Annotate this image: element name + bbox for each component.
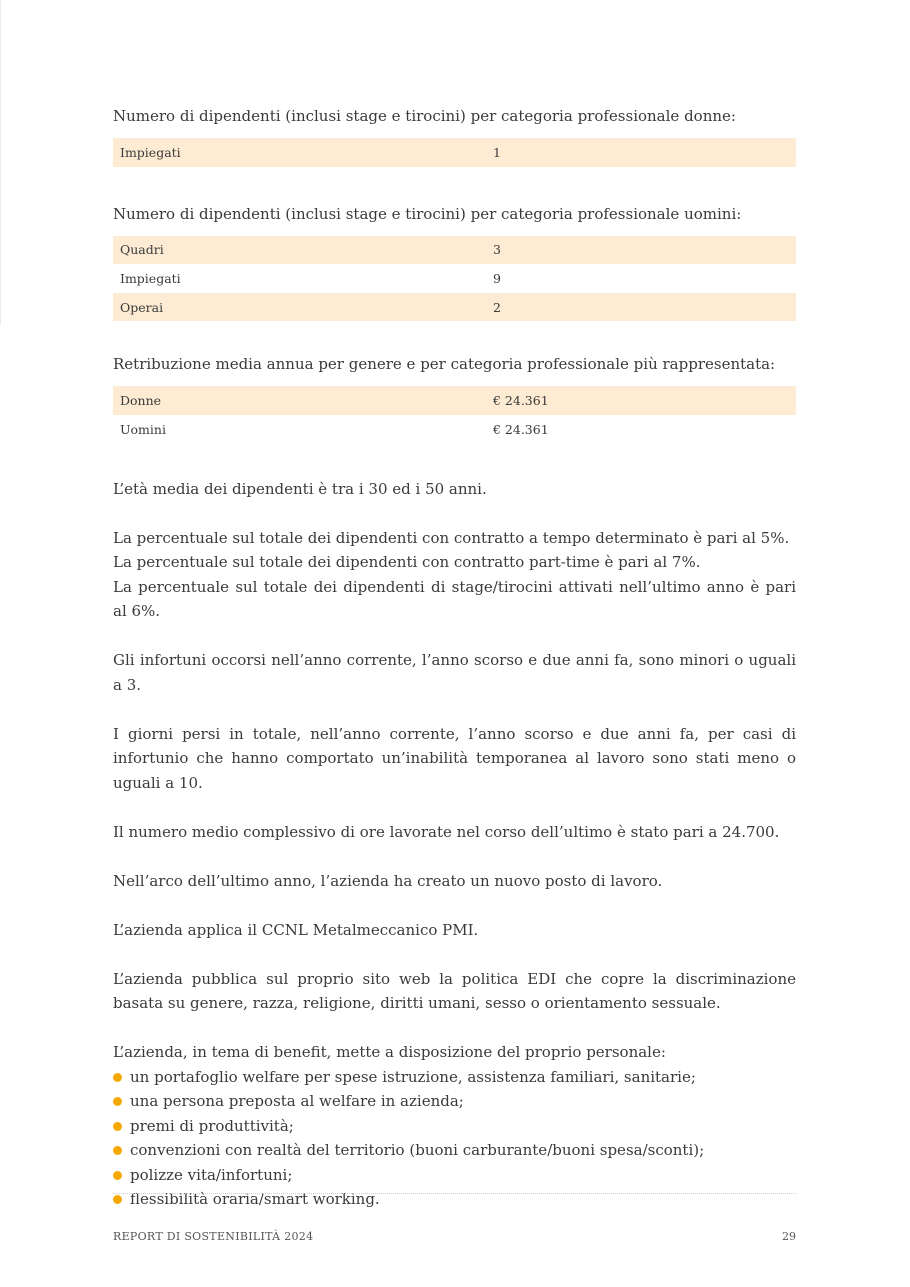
footer-divider [113, 1193, 796, 1194]
page-content [113, 104, 796, 1212]
bullet-icon [113, 1073, 122, 1082]
table-row [113, 386, 796, 415]
footer-report-title: REPORT DI SOSTENIBILITÀ 2024 [113, 1230, 314, 1243]
contract-percentages-paragraph [113, 526, 796, 624]
benefit-text: un portafoglio welfare per spese istruzione, assistenza familiari, sanitarie; [130, 1067, 696, 1086]
list-item [113, 1065, 796, 1090]
women-table-caption: Numero di dipendenti (inclusi stage e tirocini) per categoria professionale donne: [113, 107, 736, 125]
average-age-paragraph: L’età media dei dipendenti è tra i 30 ed i 50 anni. [113, 479, 487, 498]
benefit-text: polizze vita/infortuni; [130, 1165, 293, 1184]
benefit-text: premi di produttività; [130, 1116, 294, 1135]
table-cell-value: 3 [486, 236, 796, 265]
benefits-intro: L’azienda, in tema di benefit, mette a disposizione del proprio personale: [113, 1043, 666, 1062]
stage-percentage: La percentuale sul totale dei dipendenti di stage/tirocini attivati nell’ultimo anno è pari al 6%. [113, 577, 796, 621]
table-cell-value: 1 [486, 138, 796, 167]
injuries-paragraph: Gli infortuni occorsi nell’anno corrente, l’anno scorso e due anni fa, sono minori o uguali a 3. [113, 651, 796, 694]
benefit-text: flessibilità oraria/smart working. [130, 1190, 380, 1209]
salary-table [113, 386, 796, 443]
list-item [113, 1114, 796, 1139]
benefits-list [113, 1065, 796, 1212]
table-cell-label: Operai [113, 293, 486, 322]
page-number: 29 [782, 1230, 796, 1243]
table-row [113, 293, 796, 322]
edi-policy-paragraph: L’azienda pubblica sul proprio sito web la politica EDI che copre la discriminazione basata su genere, razza, religione, diritti umani, sesso o orientamento sessuale. [113, 969, 796, 1013]
women-employees-table [113, 138, 796, 167]
table-row [113, 264, 796, 293]
salary-table-caption: Retribuzione media annua per genere e per categoria professionale più rappresentata: [113, 355, 776, 374]
bullet-icon [113, 1171, 122, 1180]
table-cell-value: € 24.361 [493, 421, 549, 437]
hours-worked-paragraph: Il numero medio complessivo di ore lavorate nel corso dell’ultimo è stato pari a 24.700. [113, 822, 780, 841]
bullet-icon [113, 1195, 122, 1204]
table-row [113, 415, 796, 444]
table-cell-label: Impiegati [120, 270, 181, 286]
table-cell-label: Quadri [113, 236, 486, 265]
fixed-term-percentage: La percentuale sul totale dei dipendenti con contratto a tempo determinato è pari al 5%. [113, 528, 790, 547]
men-table-caption: Numero di dipendenti (inclusi stage e tirocini) per categoria professionale uomini: [113, 204, 742, 223]
benefit-text: convenzioni con realtà del territorio (buoni carburante/buoni spesa/sconti); [130, 1141, 705, 1160]
table-cell-value: 2 [486, 293, 796, 322]
benefit-text: una persona preposta al welfare in azienda; [130, 1092, 464, 1111]
bullet-icon [113, 1122, 122, 1131]
bullet-icon [113, 1097, 122, 1106]
table-cell-label: Impiegati [113, 138, 486, 167]
table-cell-value: 9 [493, 270, 501, 286]
table-row [113, 236, 796, 265]
list-item [113, 1089, 796, 1114]
list-item [113, 1187, 796, 1212]
men-employees-table [113, 236, 796, 322]
days-lost-paragraph: I giorni persi in totale, nell’anno corrente, l’anno scorso e due anni fa, per casi di infortunio che hanno comportato un’inabilità temporanea al lavoro sono stati meno o uguali a 10. [113, 724, 796, 792]
table-row [113, 138, 796, 167]
table-cell-value: € 24.361 [486, 386, 796, 415]
list-item [113, 1138, 796, 1163]
new-job-paragraph: Nell’arco dell’ultimo anno, l’azienda ha creato un nuovo posto di lavoro. [113, 871, 663, 890]
page-edge-divider [0, 0, 1, 325]
list-item [113, 1163, 796, 1188]
bullet-icon [113, 1146, 122, 1155]
table-cell-label: Uomini [120, 421, 166, 437]
table-cell-label: Donne [113, 386, 486, 415]
ccnl-paragraph: L’azienda applica il CCNL Metalmeccanico PMI. [113, 920, 479, 939]
part-time-percentage: La percentuale sul totale dei dipendenti con contratto part-time è pari al 7%. [113, 553, 701, 572]
